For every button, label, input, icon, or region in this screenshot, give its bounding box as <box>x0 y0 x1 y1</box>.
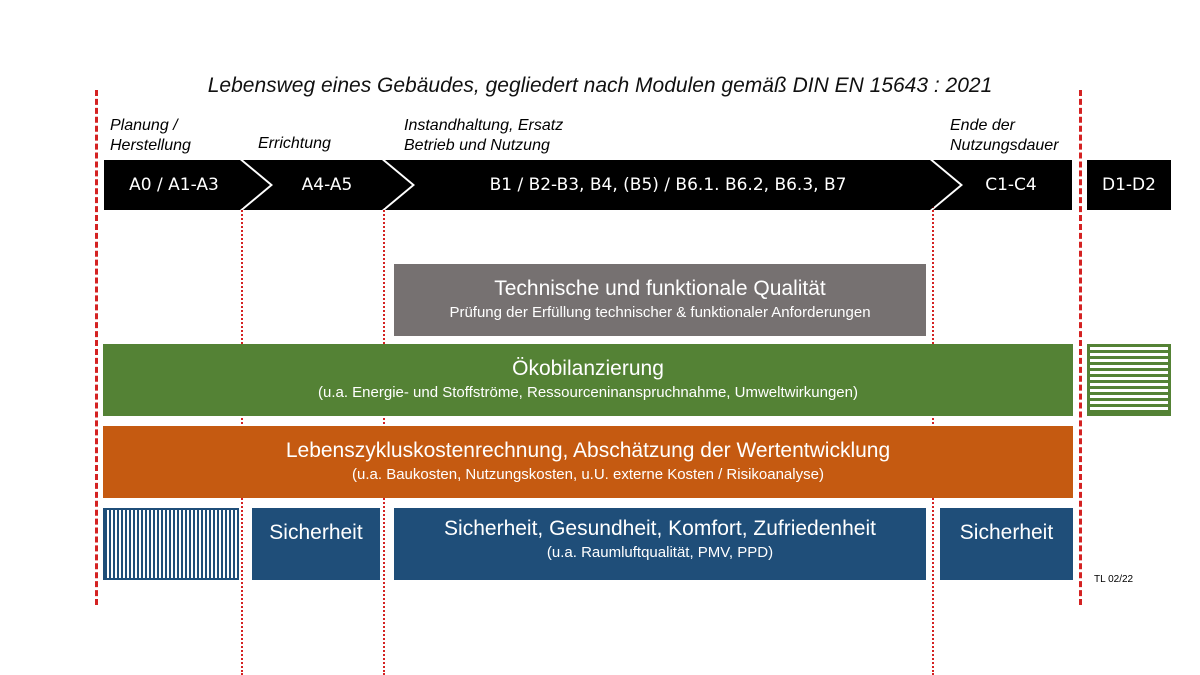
safety-construction-box <box>252 508 380 580</box>
module-label-a4-a5: A4-A5 <box>301 175 353 195</box>
lcc-box <box>103 426 1073 498</box>
safety-hatched-planning-box <box>103 508 239 580</box>
module-label-a0-a3: A0 / A1-A3 <box>129 175 219 195</box>
lcc-subtext: (u.a. Baukosten, Nutzungskosten, u.U. externe Kosten / Risikoanalyse) <box>352 466 824 483</box>
lca-heading: Ökobilanzierung <box>512 357 664 380</box>
technical-quality-box <box>394 264 926 336</box>
phase-label-line: Betrieb und Nutzung <box>404 137 550 154</box>
module-label-c: C1-C4 <box>985 175 1037 195</box>
phase-label-line: Ende der <box>950 117 1015 134</box>
lca-subtext: (u.a. Energie- und Stoffströme, Ressourceninanspruchnahme, Umweltwirkungen) <box>318 384 858 401</box>
technical-quality-subtext: Prüfung der Erfüllung technischer & funktionaler Anforderungen <box>449 304 871 321</box>
diagram-title: Lebensweg eines Gebäudes, gegliedert nach Modulen gemäß DIN EN 15643 : 2021 <box>207 74 993 97</box>
phase-label-line: Nutzungsdauer <box>950 137 1059 154</box>
module-label-b: B1 / B2-B3, B4, (B5) / B6.1. B6.2, B6.3, B7 <box>489 175 847 195</box>
module-label-d: D1-D2 <box>1102 175 1156 195</box>
document-code: TL 02/22 <box>1094 574 1134 585</box>
technical-quality-heading: Technische und funktionale Qualität <box>494 277 826 300</box>
lca-hatched-d-box <box>1087 344 1171 416</box>
safety-end-of-life-heading: Sicherheit <box>959 521 1054 544</box>
phase-label-line: Instandhaltung, Ersatz <box>404 117 564 134</box>
health-comfort-heading: Sicherheit, Gesundheit, Komfort, Zufriedenheit <box>444 517 876 540</box>
phase-label-line: Planung / <box>110 117 178 134</box>
health-comfort-subtext: (u.a. Raumluftqualität, PMV, PPD) <box>546 544 774 561</box>
lcc-heading: Lebenszykluskostenrechnung, Abschätzung der Wertentwicklung <box>285 439 891 462</box>
lca-box <box>103 344 1073 416</box>
safety-end-of-life-box <box>940 508 1073 580</box>
health-comfort-box <box>394 508 926 580</box>
phase-label-line: Herstellung <box>110 137 191 154</box>
phase-label-line: Errichtung <box>258 135 331 152</box>
safety-construction-heading: Sicherheit <box>269 521 363 544</box>
